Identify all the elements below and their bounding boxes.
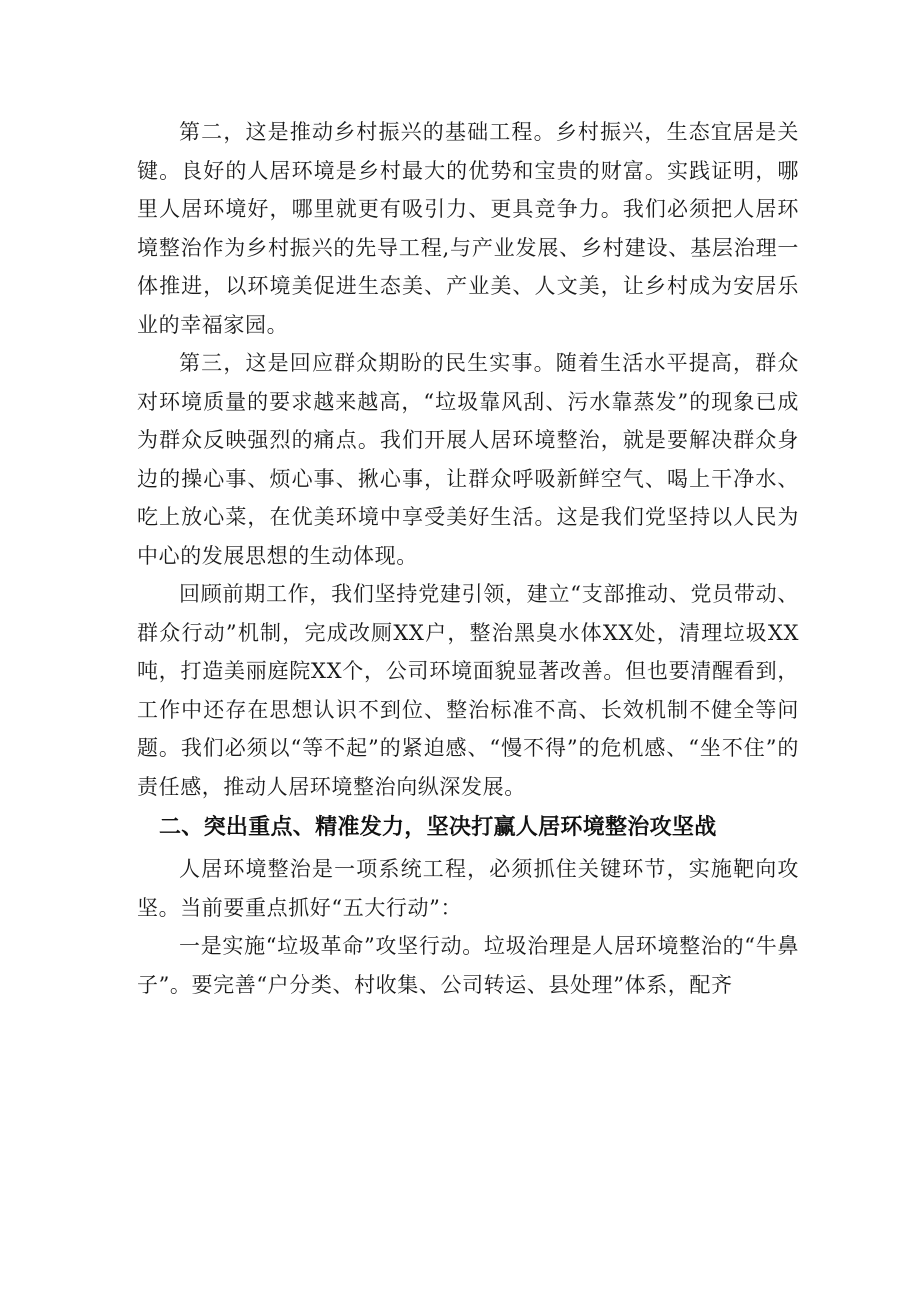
paragraph-system-project: 人居环境整治是一项系统工程，必须抓住关键环节，实施靶向攻坚。当前要重点抓好“五大行动”： [137,857,799,920]
paragraph-rural-revitalization: 第二，这是推动乡村振兴的基础工程。乡村振兴，生态宜居是关键。良好的人居环境是乡村最大的优势和宝贵的财富。实践证明，哪里人居环境好，哪里就更有吸引力、更具竞争力。我们必须把人居环境整治作为乡村振兴的先导工程,与产业发展、乡村建设、基层治理一体推进，以环境美促进生态美、产业美、人文美，让乡村成为安居乐业的幸福家园。 [137,120,799,337]
paragraph-garbage-revolution: 一是实施“垃圾革命”攻坚行动。垃圾治理是人居环境整治的“牛鼻子”。要完善“户分类、村收集、公司转运、县处理”体系，配齐 [137,934,799,997]
document-body [137,113,799,1004]
paragraph-review-work: 回顾前期工作，我们坚持党建引领，建立“支部推动、党员带动、群众行动”机制，完成改厕XX户，整治黑臭水体XX处，清理垃圾XX吨，打造美丽庭院XX个，公司环境面貌显著改善。但也要清醒看到，工作中还存在思想认识不到位、整治标准不高、长效机制不健全等问题。我们必须以“等不起”的紧迫感、“慢不得”的危机感、“坐不住”的责任感，推动人居环境整治向纵深发展。 [137,582,799,799]
paragraph-livelihood: 第三，这是回应群众期盼的民生实事。随着生活水平提高，群众对环境质量的要求越来越高，“垃圾靠风刮、污水靠蒸发”的现象已成为群众反映强烈的痛点。我们开展人居环境整治，就是要解决群众身边的操心事、烦心事、揪心事，让群众呼吸新鲜空气、喝上干净水、吃上放心菜，在优美环境中享受美好生活。这是我们党坚持以人民为中心的发展思想的生动体现。 [137,351,799,568]
section-heading-2: 二、突出重点、精准发力，坚决打赢人居环境整治攻坚战 [159,815,717,840]
